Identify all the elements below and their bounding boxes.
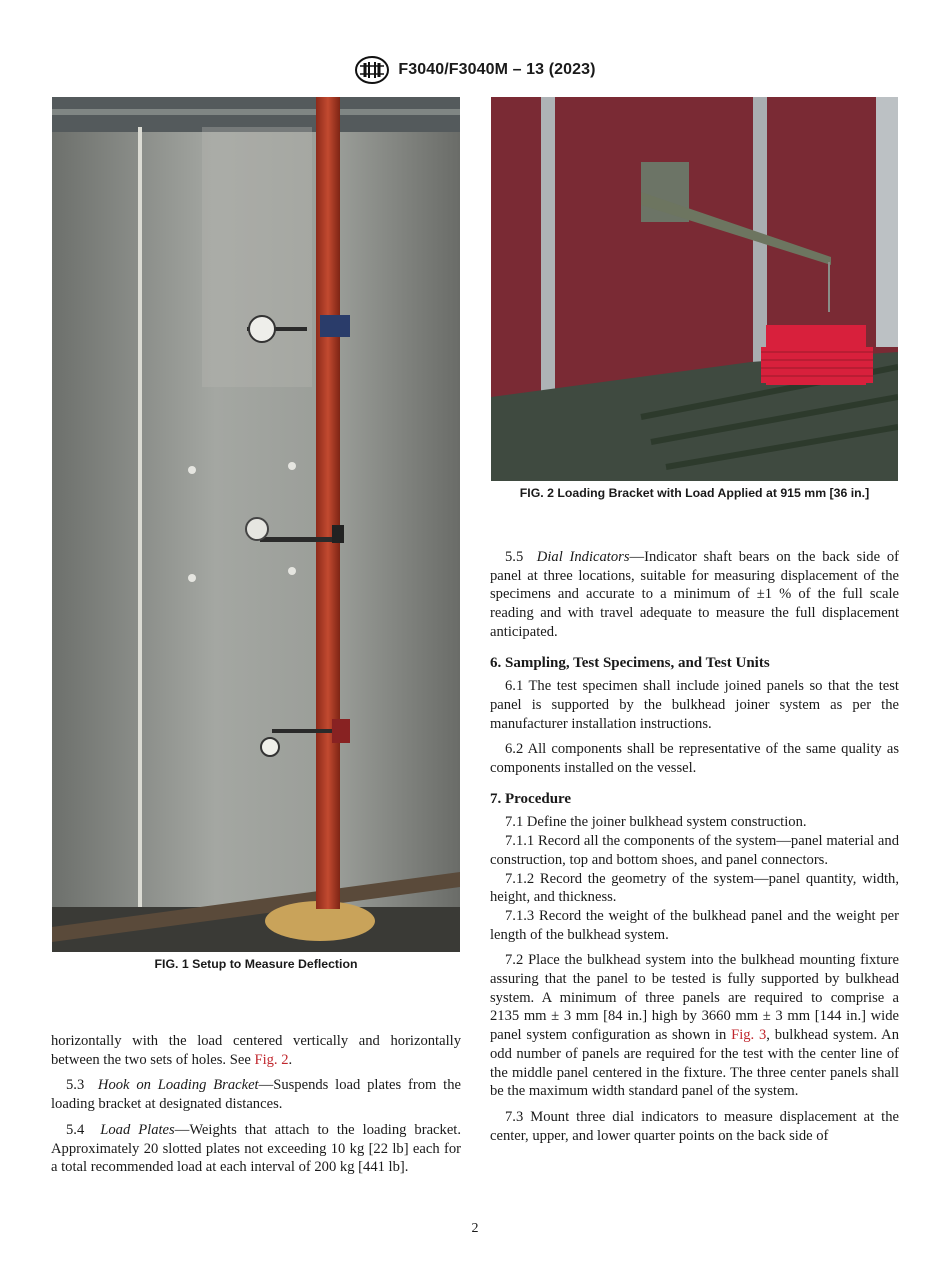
page-number: 2 xyxy=(471,1221,479,1236)
paragraph-7-3: 7.3 Mount three dial indicators to measure displacement at the center, upper, and lower quarter points on the back side of xyxy=(490,1108,899,1144)
right-column-text xyxy=(490,548,899,1152)
paragraph-7-1: 7.1 Define the joiner bulkhead system construction. xyxy=(505,814,807,831)
paragraph-5-2-continuation: horizontally with the load centered vertically and horizontally between the two sets of holes. See Fig. 2. xyxy=(51,1033,461,1068)
paragraph-7-1-1: 7.1.1 Record all the components of the system—panel material and construction, top and bottom shoes, and panel connectors. xyxy=(490,833,899,868)
document-designation: F3040/F3040M – 13 (2023) xyxy=(398,61,596,78)
paragraph-5-5: 5.5 Dial Indicators—Indicator shaft bears on the back side of panel at three locations, suitable for measuring displacement of the specimens and accurate to a minimum of ±1 % of the full scale reading and with travel adequate to measure the full displacement anticipated. xyxy=(490,549,899,640)
paragraph-7-1-3: 7.1.3 Record the weight of the bulkhead panel and the weight per length of the bulkhead system. xyxy=(490,907,899,943)
paragraph-7-2: 7.2 Place the bulkhead system into the bulkhead mounting fixture assuring that the panel to be tested is fully supported by bulkhead system. A minimum of three panels are required to comprise a 2135 mm ± 3 mm [84 in.] high by 3660 mm ± 3 mm [144 in.] wide panel system configuration as shown in Fig. 3, bulkhead system. An odd number of panels are required for the test with the center line of the middle panel centered in the fixture. The three center panels shall be the maximum width standard panel of the system. xyxy=(490,952,899,1100)
fig-2-link[interactable]: Fig. 2 xyxy=(254,1051,289,1068)
page-header xyxy=(0,56,950,84)
fig-3-link[interactable]: Fig. 3 xyxy=(731,1027,767,1044)
paragraph-5-4: 5.4 Load Plates—Weights that attach to the loading bracket. Approximately 20 slotted plates not exceeding 10 kg [22 lb] each for a total recommended load at each interval of 200 kg [441 lb]. xyxy=(51,1121,461,1176)
figure-1-caption: FIG. 1 Setup to Measure Deflection xyxy=(154,957,358,971)
paragraph-6-1: 6.1 The test specimen shall include joined panels so that the test panel is supported by the bulkhead joiner system as per the manufacturer installation instructions. xyxy=(490,678,899,732)
astm-logo-icon xyxy=(354,56,390,84)
figure-1-photo xyxy=(52,97,460,952)
section-7-heading: 7. Procedure xyxy=(490,790,572,807)
figure-2-photo xyxy=(491,97,898,481)
paragraph-7-1-2: 7.1.2 Record the geometry of the system—panel quantity, width, height, and thickness. xyxy=(490,870,899,906)
paragraph-6-2: 6.2 All components shall be representative of the same quality as components installed on the vessel. xyxy=(490,741,899,777)
figure-2-caption: FIG. 2 Loading Bracket with Load Applied at 915 mm [36 in.] xyxy=(519,486,870,500)
left-column-text xyxy=(51,1032,461,1184)
paragraph-5-3: 5.3 Hook on Loading Bracket—Suspends load plates from the loading bracket at designated distances. xyxy=(51,1077,461,1113)
section-6-heading: 6. Sampling, Test Specimens, and Test Units xyxy=(490,654,770,671)
